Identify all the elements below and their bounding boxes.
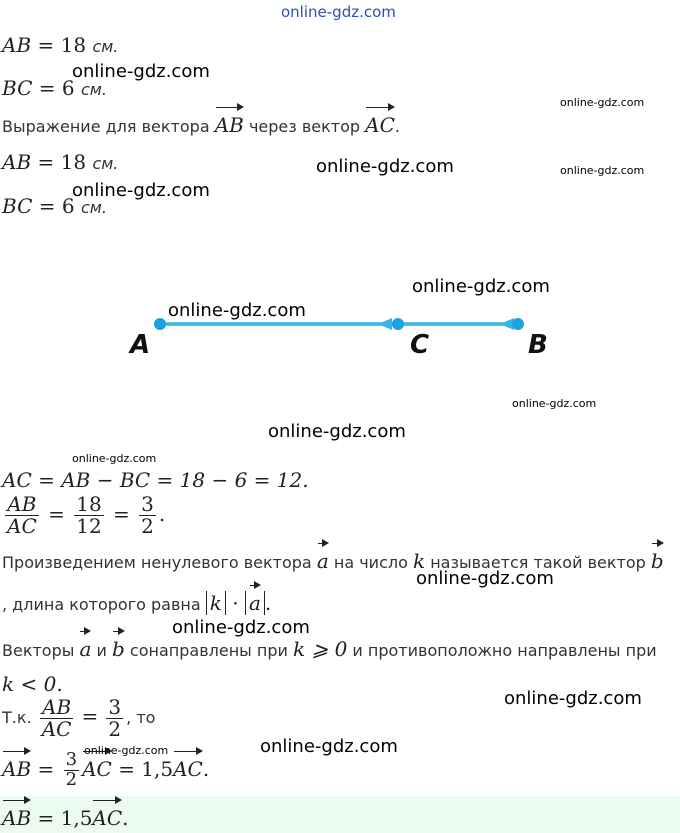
final-equation-1: AB = $\frac{3}{2}$ AC = 1,5AC.	[2, 749, 210, 790]
arrow-head-c	[378, 318, 392, 330]
ac-equation: AC = AB − BC = 18 − 6 = 12.	[2, 468, 309, 492]
label-b: B	[528, 330, 548, 360]
since-line: Т.к. $\frac{AB}{AC}$ = $\frac{3}{2}$ , то	[2, 695, 156, 741]
watermark-1: online-gdz.com	[72, 61, 210, 82]
watermark-11: online-gdz.com	[416, 568, 554, 589]
point-c	[392, 318, 404, 330]
given-ab: AB = 18 см.	[2, 33, 119, 57]
point-a	[154, 318, 166, 330]
direction-rule-line2: k < 0.	[2, 672, 63, 696]
label-c: C	[410, 330, 430, 360]
point-b	[512, 318, 524, 330]
arrow-head-b	[500, 318, 514, 330]
direction-rule-line1: Векторы a и b сонаправлены при k ⩾ 0 и противоположно направлены при	[2, 628, 657, 661]
final-answer: AB = 1,5AC.	[2, 797, 129, 830]
watermark-15: online-gdz.com	[84, 744, 169, 757]
watermark-6: online-gdz.com	[412, 276, 550, 297]
given-bc: BC = 6 см.	[2, 76, 107, 100]
watermark-9: online-gdz.com	[268, 421, 406, 442]
ratio-equation: $\frac{AB}{AC}$ = $\frac{18}{12}$ = $\frac{3}{2}$ .	[7, 492, 166, 538]
given-bc-repeat: BC = 6 см.	[2, 194, 107, 218]
watermark-4: online-gdz.com	[560, 164, 645, 177]
watermark-top: online-gdz.com	[281, 3, 396, 21]
watermark-5: online-gdz.com	[72, 180, 210, 201]
watermark-7: online-gdz.com	[168, 300, 306, 321]
watermark-13: online-gdz.com	[504, 688, 642, 709]
given-ab-repeat: AB = 18 см.	[2, 150, 119, 174]
expression-label: Выражение для вектора AB через вектор AC.	[2, 104, 400, 137]
definition-line1: Произведением ненулевого вектора a на число k называется такой вектор b	[2, 540, 664, 573]
watermark-12: online-gdz.com	[172, 617, 310, 638]
watermark-3: online-gdz.com	[316, 156, 454, 177]
watermark-10: online-gdz.com	[72, 452, 157, 465]
label-a: A	[130, 330, 151, 360]
watermark-8: online-gdz.com	[512, 397, 597, 410]
watermark-14: online-gdz.com	[260, 736, 398, 757]
definition-line2: , длина которого равна k · a .	[2, 582, 271, 615]
watermark-2: online-gdz.com	[560, 96, 645, 109]
